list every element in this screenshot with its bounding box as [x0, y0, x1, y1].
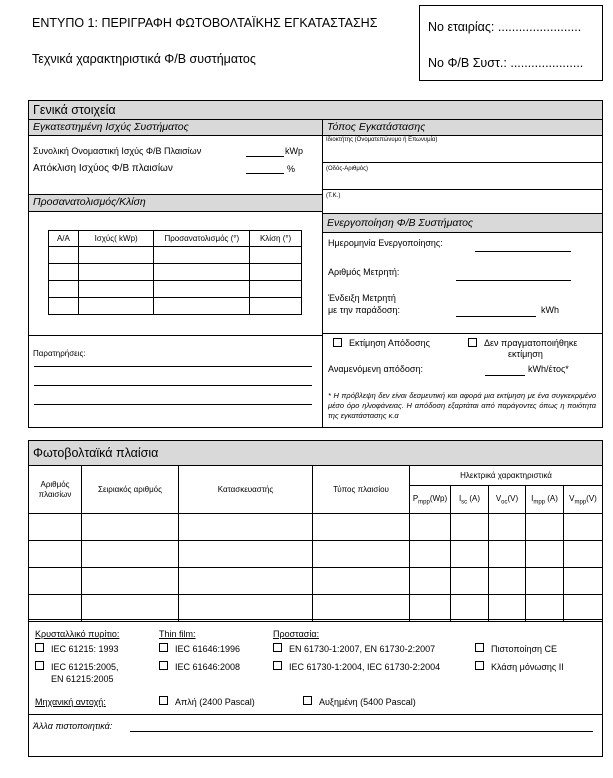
table-cell[interactable]	[78, 264, 154, 281]
table-cell[interactable]	[564, 541, 603, 568]
en61730-2007-label: EN 61730-1:2007, EN 61730-2:2007	[289, 644, 436, 654]
table-cell[interactable]	[179, 541, 313, 568]
table-cell[interactable]	[526, 568, 564, 595]
mechanical-title: Μηχανική αντοχή:	[35, 697, 106, 707]
iec61646-1996-checkbox[interactable]	[159, 643, 168, 652]
meter-reading-input[interactable]	[456, 316, 536, 317]
expected-yield-input[interactable]	[485, 375, 525, 376]
table-cell[interactable]	[526, 541, 564, 568]
col-module-count: Αριθμός πλαισίων	[29, 466, 82, 514]
orientation-table	[48, 230, 302, 315]
meter-number-label: Αριθμός Μετρητή:	[328, 267, 400, 277]
installed-power-title: Εγκατεστημένη Ισχύς Συστήματος	[29, 120, 322, 135]
footnote: * Η πρόβλεψη δεν είναι δεσμευτική και αφορά μια εκτίμηση με ένα συγκεκριμένο μέσο όρο ηλιοφάνειας. Η απόδοση εξαρτάται από παράγοντες όπως η ποιότητα της εγκατάστασης κ.α	[328, 391, 596, 420]
table-cell[interactable]	[179, 568, 313, 595]
table-cell[interactable]	[489, 514, 526, 541]
nominal-power-label: Συνολική Ονομαστική Ισχύς Φ/Β Πλαισίων	[33, 146, 202, 156]
meter-reading-label: Ένδειξη Μετρητή	[328, 293, 396, 303]
table-cell[interactable]	[78, 247, 154, 264]
table-cell[interactable]	[489, 541, 526, 568]
thinfilm-title: Thin film:	[159, 629, 196, 639]
increased-pascal-checkbox[interactable]	[303, 696, 312, 705]
modules-section-title: Φωτοβολταϊκά πλαίσια	[29, 441, 602, 465]
col-voc: $V_{oc}(V)$	[489, 486, 526, 514]
orientation-col-aa: Α/Α	[49, 231, 79, 247]
iec61646-2008-checkbox[interactable]	[159, 661, 168, 670]
table-cell[interactable]	[82, 568, 179, 595]
deviation-label: Απόκλιση Ισχύος Φ/Β πλαισίων	[33, 163, 173, 174]
table-cell[interactable]	[179, 595, 313, 622]
table-cell[interactable]	[313, 514, 410, 541]
iec61730-2004-checkbox[interactable]	[273, 661, 282, 670]
col-electrical: Ηλεκτρικά χαρακτηριστικά	[410, 466, 603, 486]
col-serial-number: Σειριακός αριθμός	[82, 466, 179, 514]
activation-date-input[interactable]	[475, 251, 571, 252]
general-section-title: Γενικά στοιχεία	[29, 101, 602, 120]
table-cell[interactable]	[489, 595, 526, 622]
remarks-line[interactable]	[34, 366, 312, 367]
table-cell[interactable]	[451, 595, 489, 622]
estimate-label: Εκτίμηση Απόδοσης	[349, 338, 430, 348]
ce-checkbox[interactable]	[475, 643, 484, 652]
other-certs-input[interactable]	[130, 731, 593, 732]
insulation-checkbox[interactable]	[475, 661, 484, 670]
col-vmpp: $V_{mpp}(V)$	[564, 486, 603, 514]
remarks-label: Παρατηρήσεις:	[33, 349, 86, 358]
nominal-power-unit: kWp	[285, 146, 303, 156]
table-cell[interactable]	[250, 264, 302, 281]
table-cell[interactable]	[154, 281, 250, 298]
table-cell[interactable]	[49, 281, 79, 298]
table-cell[interactable]	[78, 281, 154, 298]
table-cell[interactable]	[526, 514, 564, 541]
table-cell[interactable]	[313, 595, 410, 622]
table-cell[interactable]	[29, 595, 82, 622]
table-cell[interactable]	[29, 541, 82, 568]
nominal-power-input[interactable]	[246, 156, 284, 157]
simple-pascal-label: Απλή (2400 Pascal)	[175, 697, 255, 707]
table-cell[interactable]	[29, 514, 82, 541]
iec61215-2005-label: IEC 61215:2005,	[51, 662, 119, 672]
col-module-type: Τύπος πλαισίου	[313, 466, 410, 514]
orientation-col-tilt: Κλίση (°)	[250, 231, 302, 247]
iec61646-2008-label: IEC 61646:2008	[175, 662, 241, 672]
table-cell[interactable]	[410, 568, 451, 595]
no-estimate-label-2: εκτίμηση	[508, 349, 543, 359]
table-cell[interactable]	[313, 568, 410, 595]
form-title: ΕΝΤΥΠΟ 1: ΠΕΡΙΓΡΑΦΗ ΦΩΤΟΒΟΛΤΑΪΚΗΣ ΕΓΚΑΤΑΣΤΑΣΗΣ	[32, 16, 378, 30]
table-cell[interactable]	[82, 514, 179, 541]
table-cell[interactable]	[250, 281, 302, 298]
iec61730-2004-label: IEC 61730-1:2004, IEC 61730-2:2004	[289, 662, 441, 672]
table-cell[interactable]	[526, 595, 564, 622]
deviation-input[interactable]	[246, 173, 284, 174]
tk-hint: (Τ.Κ.)	[326, 193, 341, 199]
simple-pascal-checkbox[interactable]	[159, 696, 168, 705]
remarks-line[interactable]	[34, 385, 312, 386]
activation-date-label: Ημερομηνία Ενεργοποίησης:	[328, 238, 443, 248]
col-isc: $I_{sc}$ (A)	[451, 486, 489, 514]
meter-number-input[interactable]	[456, 280, 571, 281]
system-number-field[interactable]: Νο Φ/Β Συστ.: .....................	[428, 56, 584, 70]
location-title: Τόπος Εγκατάστασης	[323, 120, 602, 135]
certifications-section	[28, 620, 603, 757]
table-cell[interactable]	[49, 264, 79, 281]
company-number-field[interactable]: Νο εταιρίας: ........................	[428, 20, 582, 34]
crystalline-title: Κρυσταλλικό πυρίτιο:	[35, 629, 120, 639]
table-cell[interactable]	[29, 568, 82, 595]
orientation-col-power: Ισχύς( kWp)	[78, 231, 154, 247]
iec61215-2005-checkbox[interactable]	[35, 661, 44, 670]
col-manufacturer: Κατασκευαστής	[179, 466, 313, 514]
table-cell[interactable]	[451, 541, 489, 568]
protection-title: Προστασία:	[273, 629, 320, 639]
no-estimate-checkbox[interactable]	[468, 338, 477, 347]
table-cell[interactable]	[250, 247, 302, 264]
orientation-title: Προσανατολισμός/Κλίση	[29, 195, 322, 211]
street-hint: (Οδός-Αριθμός)	[326, 166, 368, 172]
table-cell[interactable]	[154, 264, 250, 281]
table-cell[interactable]	[78, 298, 154, 315]
en61730-2007-checkbox[interactable]	[273, 643, 282, 652]
table-cell[interactable]	[49, 247, 79, 264]
table-cell[interactable]	[154, 298, 250, 315]
table-cell[interactable]	[179, 514, 313, 541]
iec61215-1993-label: IEC 61215: 1993	[51, 644, 119, 654]
table-cell[interactable]	[82, 595, 179, 622]
col-impp: $I_{mpp}$ (A)	[526, 486, 564, 514]
table-cell[interactable]	[410, 541, 451, 568]
table-cell[interactable]	[410, 595, 451, 622]
table-cell[interactable]	[410, 514, 451, 541]
owner-hint: Ιδιοκτήτης (Ονοματεπώνυμο ή Επωνυμία)	[326, 137, 438, 143]
insulation-label: Κλάση μόνωσης II	[491, 662, 564, 672]
remarks-line[interactable]	[34, 404, 312, 405]
meter-reading-label-2: με την παράδοση:	[328, 305, 400, 315]
col-pmpp: $P_{mpp}(Wp)$	[410, 486, 451, 514]
iec61646-1996-label: IEC 61646:1996	[175, 644, 241, 654]
expected-yield-unit: kWh/έτος*	[528, 364, 569, 374]
table-cell[interactable]	[564, 568, 603, 595]
orientation-col-azimuth: Προσανατολισμός (°)	[154, 231, 250, 247]
form-subtitle: Τεχνικά χαρακτηριστικά Φ/Β συστήματος	[32, 52, 256, 66]
activation-title: Ενεργοποίηση Φ/Β Συστήματος	[323, 214, 602, 232]
en61215-2005-label: EN 61215:2005	[51, 674, 114, 684]
table-cell[interactable]	[82, 541, 179, 568]
table-cell[interactable]	[564, 595, 603, 622]
meter-reading-unit: kWh	[541, 305, 559, 315]
table-cell[interactable]	[451, 514, 489, 541]
ce-label: Πιστοποίηση CE	[491, 644, 558, 654]
deviation-unit: %	[287, 164, 296, 174]
id-box	[419, 5, 603, 81]
table-cell[interactable]	[49, 298, 79, 315]
expected-yield-label: Αναμενόμενη απόδοση:	[328, 364, 423, 374]
table-cell[interactable]	[313, 541, 410, 568]
table-cell[interactable]	[250, 298, 302, 315]
modules-table	[28, 465, 603, 622]
increased-pascal-label: Αυξημένη (5400 Pascal)	[319, 697, 416, 707]
table-cell[interactable]	[451, 568, 489, 595]
table-cell[interactable]	[564, 514, 603, 541]
table-cell[interactable]	[154, 247, 250, 264]
table-cell[interactable]	[489, 568, 526, 595]
other-certs-label: Άλλα πιστοποιητικά:	[33, 721, 113, 731]
no-estimate-label: Δεν πραγματοποιήθηκε	[484, 338, 578, 348]
estimate-checkbox[interactable]	[333, 338, 342, 347]
iec61215-1993-checkbox[interactable]	[35, 643, 44, 652]
